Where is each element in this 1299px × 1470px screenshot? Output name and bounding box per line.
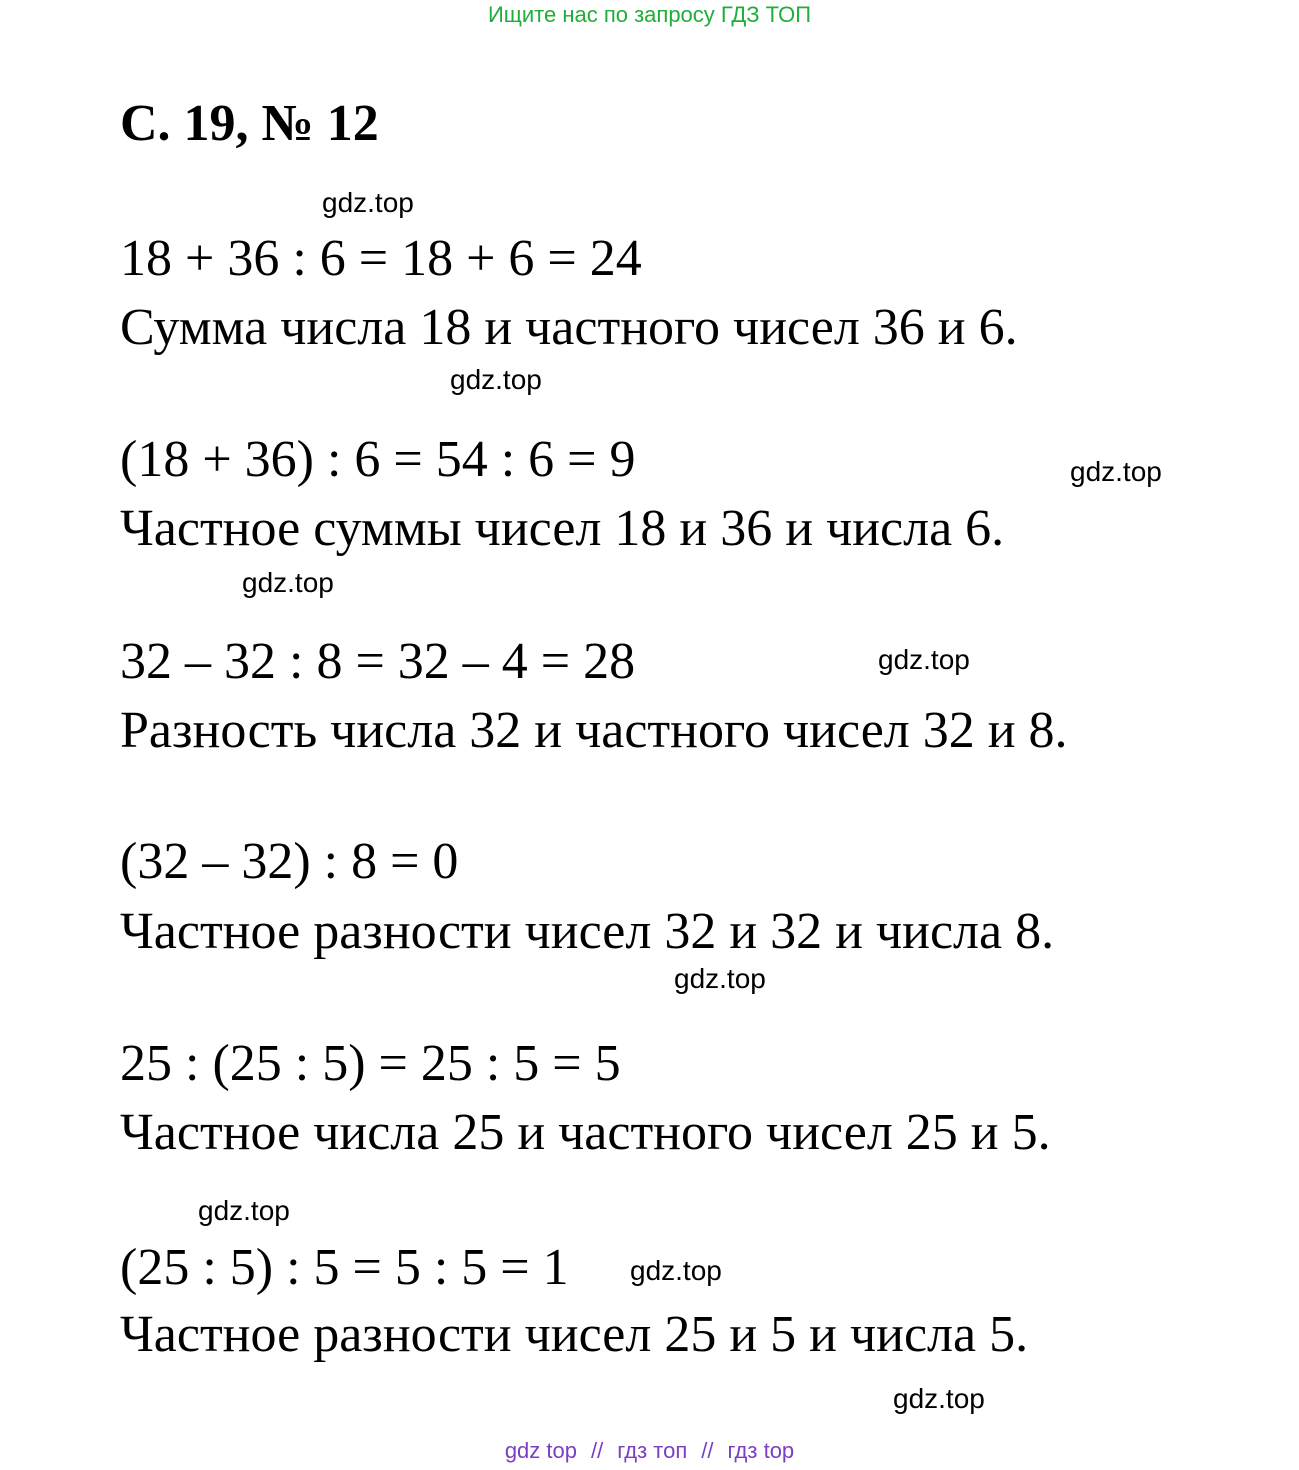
description-2: Частное суммы чисел 18 и 36 и числа 6. bbox=[120, 500, 1005, 557]
page-title: С. 19, № 12 bbox=[120, 95, 379, 152]
watermark-7: gdz.top bbox=[198, 1195, 290, 1226]
footer-separator-2: // bbox=[701, 1438, 714, 1463]
watermark-4: gdz.top bbox=[242, 567, 334, 598]
footer bbox=[0, 1436, 1299, 1466]
expression-2: (18 + 36) : 6 = 54 : 6 = 9 bbox=[120, 431, 636, 488]
footer-link-2[interactable]: гдз топ bbox=[617, 1438, 688, 1463]
top-banner: Ищите нас по запросу ГДЗ ТОП bbox=[487, 2, 812, 27]
watermark-8: gdz.top bbox=[630, 1255, 722, 1286]
watermark-2: gdz.top bbox=[450, 364, 542, 395]
watermark-1: gdz.top bbox=[322, 187, 414, 218]
expression-6: (25 : 5) : 5 = 5 : 5 = 1 bbox=[120, 1239, 569, 1296]
description-3: Разность числа 32 и частного чисел 32 и 8. bbox=[120, 702, 1068, 759]
description-1: Сумма числа 18 и частного чисел 36 и 6. bbox=[120, 299, 1018, 356]
watermark-3: gdz.top bbox=[1070, 456, 1162, 487]
expression-5: 25 : (25 : 5) = 25 : 5 = 5 bbox=[120, 1035, 621, 1092]
watermark-5: gdz.top bbox=[878, 644, 970, 675]
description-5: Частное числа 25 и частного чисел 25 и 5. bbox=[120, 1104, 1051, 1161]
watermark-6: gdz.top bbox=[674, 963, 766, 994]
expression-1: 18 + 36 : 6 = 18 + 6 = 24 bbox=[120, 230, 642, 287]
expression-4: (32 – 32) : 8 = 0 bbox=[120, 833, 459, 890]
footer-link-1[interactable]: gdz top bbox=[504, 1438, 577, 1463]
description-6: Частное разности чисел 25 и 5 и числа 5. bbox=[120, 1306, 1029, 1363]
watermark-9: gdz.top bbox=[893, 1383, 985, 1414]
expression-3: 32 – 32 : 8 = 32 – 4 = 28 bbox=[120, 633, 636, 690]
description-4: Частное разности чисел 32 и 32 и числа 8. bbox=[120, 903, 1055, 960]
footer-link-3[interactable]: гдз top bbox=[727, 1438, 795, 1463]
footer-separator-1: // bbox=[590, 1438, 604, 1463]
